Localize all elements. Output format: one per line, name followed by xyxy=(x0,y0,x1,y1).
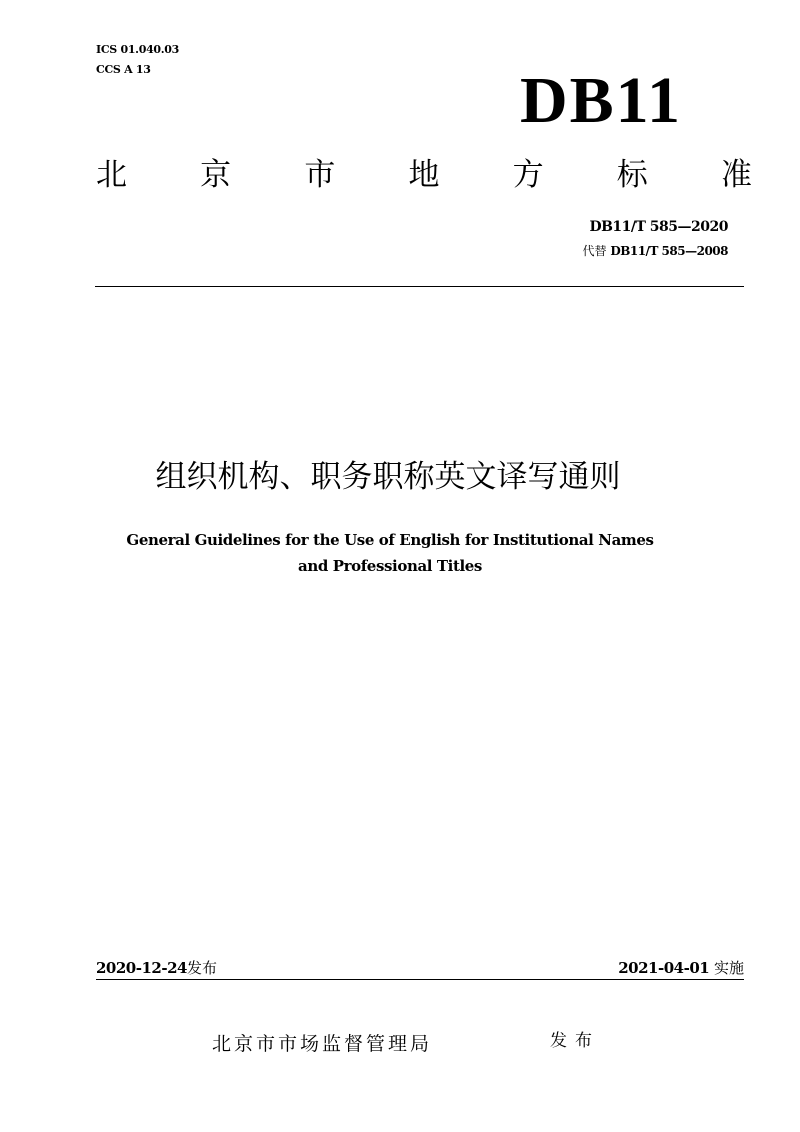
authority-char: 标 xyxy=(616,157,648,193)
ccs-code: CCS A 13 xyxy=(96,63,151,76)
english-title xyxy=(40,527,740,579)
issue-date: 2020-12-24 xyxy=(96,959,187,977)
db-code: DB11 xyxy=(520,64,683,137)
authority-char: 方 xyxy=(512,157,544,193)
standard-number: DB11/T 585—2020 xyxy=(589,219,728,235)
standard-authority xyxy=(96,153,752,197)
implement-label: 实施 xyxy=(713,959,744,977)
top-divider xyxy=(95,286,744,287)
authority-char: 京 xyxy=(200,157,232,193)
date-row xyxy=(96,958,744,978)
implement-date: 2021-04-01 xyxy=(618,959,710,977)
ics-code: ICS 01.040.03 xyxy=(96,43,180,56)
issue-label: 发布 xyxy=(186,959,217,977)
authority-char: 地 xyxy=(408,157,440,193)
bottom-divider xyxy=(96,979,744,980)
authority-char: 市 xyxy=(304,157,336,193)
english-title-line: General Guidelines for the Use of English for Institutional Names xyxy=(126,531,654,549)
replaces-line xyxy=(582,243,728,259)
issue-date-group xyxy=(96,958,217,978)
implement-date-group xyxy=(618,958,744,978)
classification-codes xyxy=(96,40,179,80)
issuer-name: 北京市市场监督管理局 xyxy=(212,1033,433,1055)
issuer-label: 发布 xyxy=(550,1031,600,1051)
english-title-line: and Professional Titles xyxy=(298,557,482,575)
replaces-label: 代替 xyxy=(582,244,607,258)
authority-char: 准 xyxy=(720,157,752,193)
replaces-number: DB11/T 585—2008 xyxy=(610,244,728,258)
authority-char: 北 xyxy=(96,157,127,193)
chinese-title: 组织机构、职务职称英文译写通则 xyxy=(155,459,621,495)
